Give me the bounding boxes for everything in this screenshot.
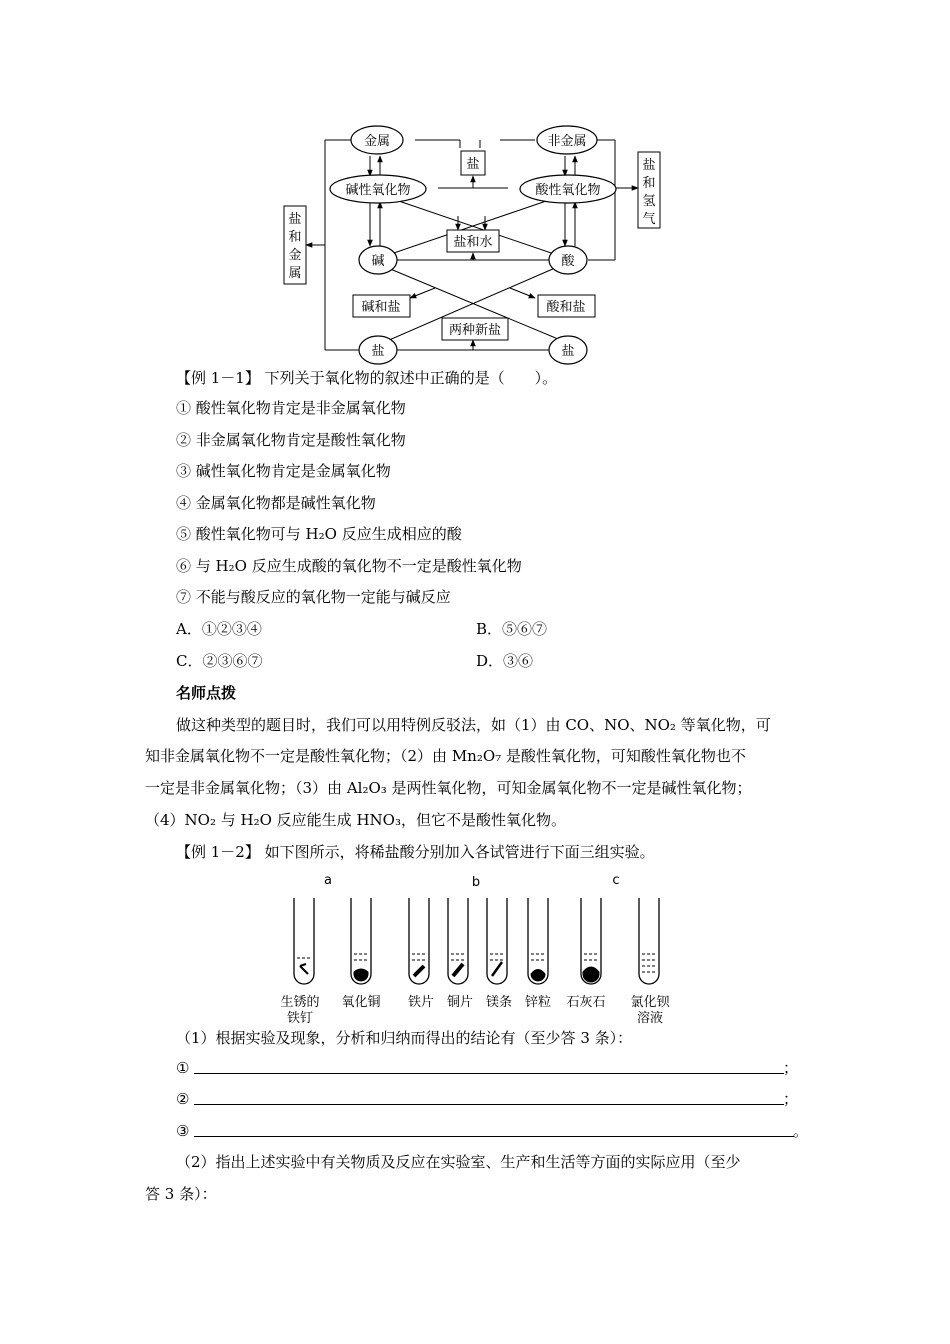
label-two-new-salts: 两种新盐 [448,323,502,338]
label-metal: 金属 [363,134,391,149]
group-a-label: a [324,873,332,888]
ex2-q1: （1）根据实验及现象，分析和归纳而得出的结论有（至少答 3 条）： [176,1029,633,1047]
tube-barium-chloride [639,898,659,984]
label-salt-metal-4: 属 [288,266,302,281]
label-acid: 酸 [561,254,575,269]
ex1-item-2: ② 非金属氧化物肯定是酸性氧化物 [176,431,406,449]
tube-label-iron: 铁片 [407,995,435,1010]
tube-label-magnesium: 镁条 [485,995,513,1010]
ex2-q2-line-2: 答 3 条）： [145,1185,217,1203]
label-basic-oxide: 碱性氧化物 [345,183,411,198]
ex1-item-3: ③ 碱性氧化物肯定是金属氧化物 [176,462,391,480]
tube-label-barium-chloride-2: 溶液 [636,1011,664,1024]
oxide-relationship-diagram [270,108,680,370]
label-salt-hydrogen-4: 气 [642,212,656,227]
ex1-item-1: ① 酸性氧化物肯定是非金属氧化物 [176,399,406,417]
label-base: 碱 [371,254,385,269]
tube-label-zinc: 锌粒 [524,995,552,1010]
ex1-item-6: ⑥ 与 H₂O 反应生成酸的氧化物不一定是酸性氧化物 [176,557,522,575]
label-salt-hydrogen-3: 氢 [642,194,656,209]
label-acid-salt: 酸和盐 [546,300,586,315]
group-b-label: b [471,875,481,890]
tube-label-rusty-nail-1: 生锈的 [280,995,320,1010]
label-salt-hydrogen-2: 和 [642,176,656,191]
blank-2-number: ② [176,1090,190,1108]
tube-label-barium-chloride-1: 氯化钡 [630,995,670,1010]
blank-2-end: ； [782,1090,798,1108]
answer-blank-1[interactable] [176,1058,798,1078]
tube-label-rusty-nail-2: 铁钉 [286,1011,314,1024]
tip-line-2: 知非金属氧化物不一定是酸性氧化物；（2）由 Mn₂O₇ 是酸性氧化物，可知酸性氧化物也不 [145,747,746,765]
label-salt-left: 盐 [371,344,385,359]
ex1-option-d: D．③⑥ [476,652,534,670]
ex2-title: 【例 1－2】 如下图所示，将稀盐酸分别加入各试管进行下面三组实验。 [176,843,655,861]
answer-blank-3[interactable] [176,1121,808,1141]
label-salt-metal-1: 盐 [288,212,302,227]
ex1-title: 【例 1－1】 下列关于氧化物的叙述中正确的是（ ）。 [176,369,558,387]
blank-3-number: ③ [176,1122,190,1140]
label-salt-metal-3: 金 [288,248,302,263]
group-c-label: c [612,873,620,888]
label-base-salt: 碱和盐 [361,300,401,315]
test-tubes-figure [270,866,690,1024]
label-salt-metal-2: 和 [288,230,302,245]
tip-line-3: 一定是非金属氧化物；（3）由 Al₂O₃ 是两性氧化物，可知金属氧化物不一定是碱性氧化物； [145,779,752,797]
blank-1-number: ① [176,1059,190,1077]
answer-blank-2[interactable] [176,1089,798,1109]
ex1-option-b: B．⑤⑥⑦ [476,620,548,638]
tube-label-copper: 铜片 [446,995,474,1010]
label-acidic-oxide: 酸性氧化物 [535,183,601,198]
tip-line-1: 做这种类型的题目时，我们可以用特例反驳法，如（1）由 CO、NO、NO₂ 等氧化物，可 [176,716,771,734]
blank-1-end: ； [782,1059,798,1077]
ex1-item-4: ④ 金属氧化物都是碱性氧化物 [176,494,376,512]
tip-heading: 名师点拨 [176,684,237,702]
ex1-option-a: A．①②③④ [176,620,262,638]
ex2-q2-line-1: （2）指出上述实验中有关物质及反应在实验室、生产和生活等方面的实际应用（至少 [176,1153,741,1171]
tube-label-limestone: 石灰石 [566,995,606,1010]
ex1-option-c: C．②③⑥⑦ [176,652,263,670]
tube-label-copper-oxide: 氧化铜 [341,995,381,1010]
label-salt-right: 盐 [561,344,575,359]
tip-line-4: （4）NO₂ 与 H₂O 反应能生成 HNO₃，但它不是酸性氧化物。 [145,811,566,829]
ex1-item-5: ⑤ 酸性氧化物可与 H₂O 反应生成相应的酸 [176,525,462,543]
label-nonmetal: 非金属 [547,134,587,149]
blank-3-end: 。 [792,1122,808,1140]
ex1-item-7: ⑦ 不能与酸反应的氧化物一定能与碱反应 [176,588,451,606]
label-salt-hydrogen-1: 盐 [642,158,656,173]
label-salt-top: 盐 [466,157,480,172]
label-salt-water: 盐和水 [453,235,493,250]
